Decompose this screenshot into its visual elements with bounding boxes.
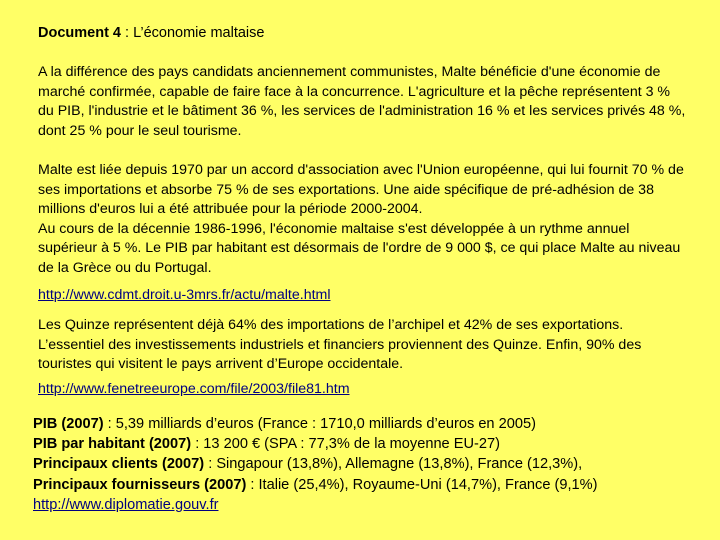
fact-pib [33, 414, 713, 434]
paragraph-growth: Au cours de la décennie 1986-1996, l'économie maltaise s'est développée à un rythme annuel supérieur à 5 %. Le PIB par habitant est désormais de l'ordre de 9 000 $, ce qui place Malte au niveau de la Grèce ou du Portugal. [38, 220, 681, 276]
fact-value: : 5,39 milliards d’euros (France : 1710,0 milliards d’euros en 2005) [103, 416, 536, 432]
document-subject: : L’économie maltaise [121, 25, 265, 41]
fact-label: PIB par habitant (2007) [33, 436, 192, 453]
fact-main-clients [33, 454, 713, 474]
fact-value: : Singapour (13,8%), Allemagne (13,8%), France (12,3%), [204, 456, 583, 473]
fact-value: : 13 200 € (SPA : 77,3% de la moyenne EU-27) [191, 436, 500, 453]
fact-label: PIB (2007) [33, 416, 104, 432]
fact-pib-per-capita [33, 434, 713, 454]
source-link-fenetreeurope[interactable]: http://www.fenetreeurope.com/file/2003/file81.htm [38, 381, 350, 397]
paragraph-eu-association: Malte est liée depuis 1970 par un accord d'association avec l'Union européenne, qui lui fournit 70 % de ses importations et absorbe 75 % de ses exportations. Une aide spécifique de pré-adhésion de 38 millions d'euros lui a été attribuée pour la période 2000-2004. [38, 162, 684, 218]
key-figures [33, 414, 713, 515]
fact-main-suppliers [33, 475, 713, 495]
source-link-cdmt[interactable]: http://www.cdmt.droit.u-3mrs.fr/actu/malte.html [38, 287, 331, 303]
document-title [38, 24, 264, 43]
fact-source [33, 495, 713, 515]
source-link-diplomatie[interactable]: http://www.diplomatie.gouv.fr [33, 496, 219, 513]
paragraph-economy-structure: A la différence des pays candidats anciennement communistes, Malte bénéficie d'une économie de marché confirmée, capable de faire face à la concurrence. L'agriculture et la pêche représentent 3 % du PIB, l'industrie et le bâtiment 36 %, les services de l'administration 16 % et les services privés 48 %, dont 25 % pour le seul tourisme. [38, 64, 686, 139]
fact-label: Principaux fournisseurs (2007) [33, 476, 247, 493]
fact-label: Principaux clients (2007) [33, 456, 205, 473]
document-number: Document 4 [38, 25, 121, 41]
paragraph-fifteen: Les Quinze représentent déjà 64% des importations de l’archipel et 42% de ses exportations. L’essentiel des investissements industriels et financiers proviennent des Quinze. Enfin, 90% des touristes qui visitent le pays arrivent d’Europe occidentale. [38, 317, 642, 373]
paragraph-eu-relations [38, 161, 688, 279]
fact-value: : Italie (25,4%), Royaume-Uni (14,7%), France (9,1%) [246, 476, 598, 493]
